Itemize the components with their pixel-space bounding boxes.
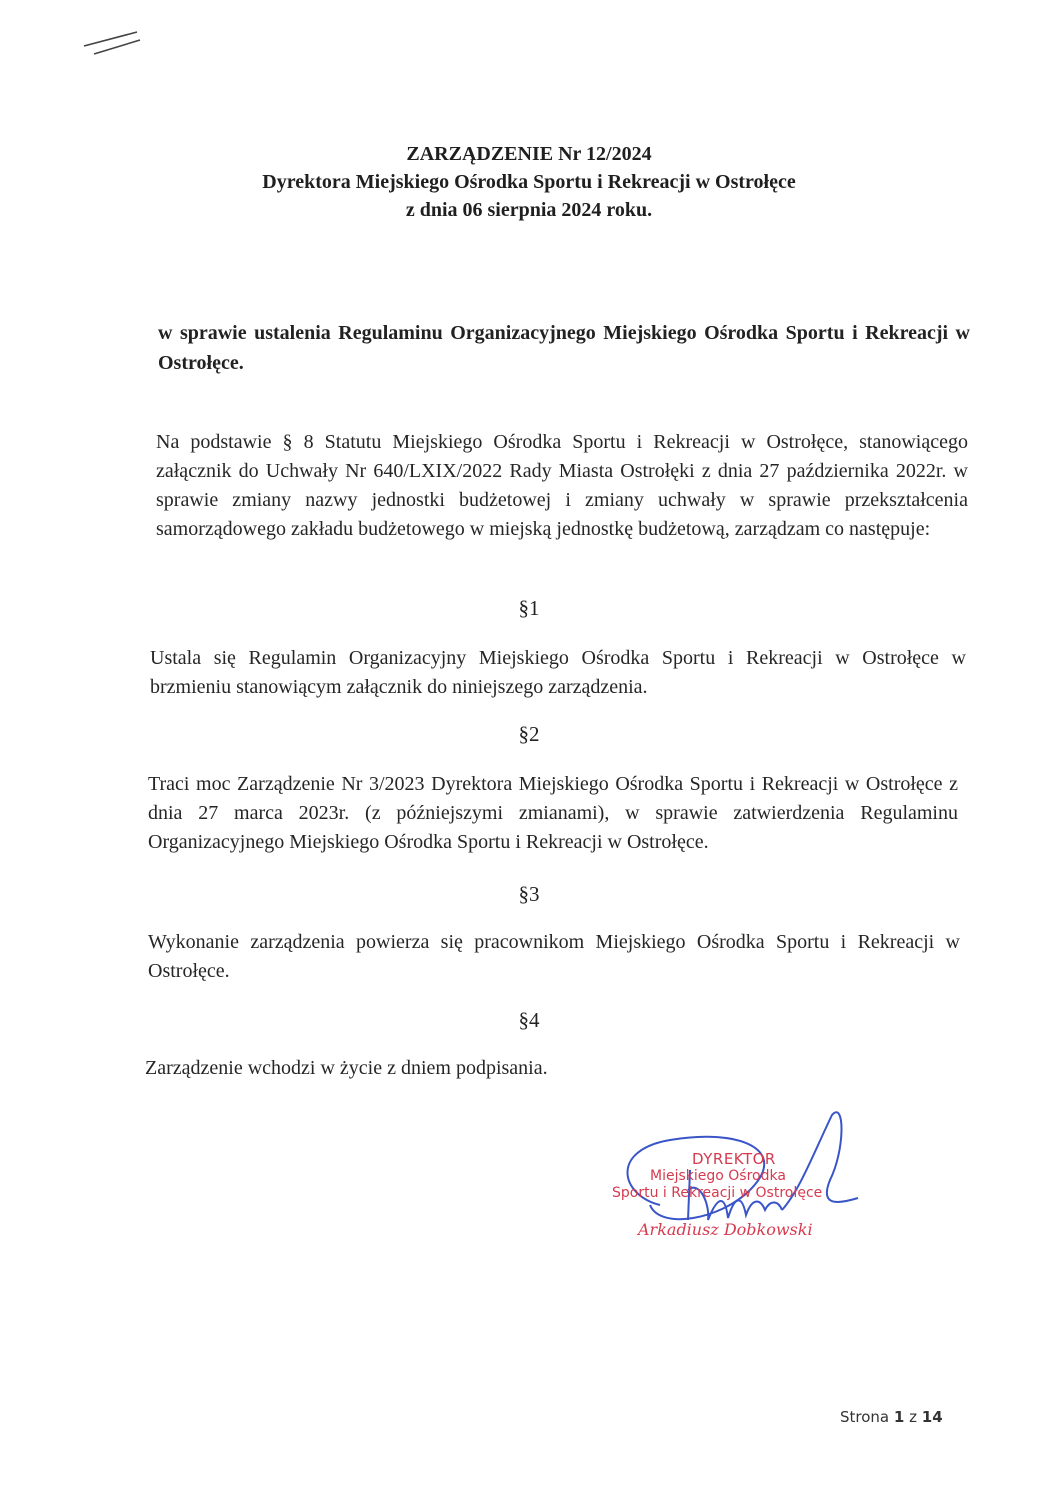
section-mark-2: §2 xyxy=(518,722,540,746)
document-title: ZARZĄDZENIE Nr 12/2024 xyxy=(406,143,652,165)
document-subject: w sprawie ustalenia Regulaminu Organizacyjnego Miejskiego Ośrodka Sportu i Rekreacji w Ostrołęce. xyxy=(158,322,970,374)
page-separator: z xyxy=(909,1408,917,1426)
document-header xyxy=(0,140,1058,224)
document-date: z dnia 06 sierpnia 2024 roku. xyxy=(405,199,653,221)
section-text-1: Ustala się Regulamin Organizacyjny Miejskiego Ośrodka Sportu i Rekreacji w Ostrołęce w brzmieniu stanowiącym załącznik do niniejszego zarządzenia. xyxy=(150,647,966,698)
preamble-paragraph: Na podstawie § 8 Statutu Miejskiego Ośrodka Sportu i Rekreacji w Ostrołęce, stanowiącego załącznik do Uchwały Nr 640/LXIX/2022 Rady Miasta Ostrołęki z dnia 27 października 2022r. w sprawie zmiany nazwy jednostki budżetowej i zmiany uchwały w sprawie przekształcenia samorządowego zakładu budżetowego w miejską jednostkę budżetową, zarządzam co następuje: xyxy=(156,431,968,540)
stamp-name: Arkadiusz Dobkowski xyxy=(638,1220,813,1239)
pen-mark-icon xyxy=(82,28,142,58)
page-counter xyxy=(840,1408,943,1426)
page-current: 1 xyxy=(893,1408,905,1426)
director-stamp xyxy=(600,1110,870,1245)
document-issuer: Dyrektora Miejskiego Ośrodka Sportu i Rekreacji w Ostrołęce xyxy=(262,171,796,193)
page-total: 14 xyxy=(921,1408,943,1426)
stamp-line-2: Miejskiego Ośrodka xyxy=(650,1168,786,1184)
section-text-2: Traci moc Zarządzenie Nr 3/2023 Dyrektora Miejskiego Ośrodka Sportu i Rekreacji w Ostrołęce z dnia 27 marca 2023r. (z późniejszymi zmianami), w sprawie zatwierdzenia Regulaminu Organizacyjnego Miejskiego Ośrodka Sportu i Rekreacji w Ostrołęce. xyxy=(148,773,958,853)
section-mark-4: §4 xyxy=(518,1008,540,1032)
stamp-line-3: Sportu i Rekreacji w Ostrołęce xyxy=(612,1185,823,1201)
section-text-4: Zarządzenie wchodzi w życie z dniem podpisania. xyxy=(145,1057,548,1079)
section-text-3: Wykonanie zarządzenia powierza się pracownikom Miejskiego Ośrodka Sportu i Rekreacji w Ostrołęce. xyxy=(148,931,960,982)
section-mark-1: §1 xyxy=(518,596,540,620)
page-counter-label: Strona xyxy=(840,1408,890,1426)
section-mark-3: §3 xyxy=(518,882,540,906)
stamp-title: DYREKTOR xyxy=(692,1150,776,1168)
